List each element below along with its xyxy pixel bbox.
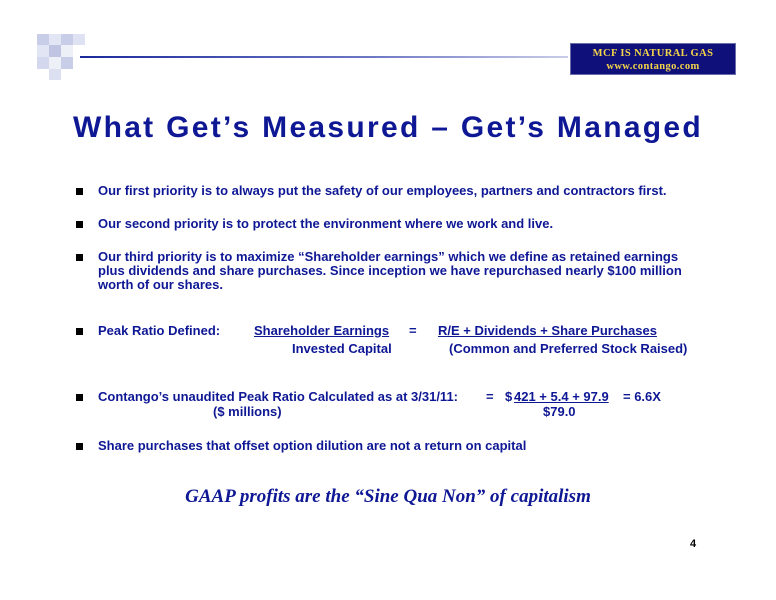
bullet-safety: Our first priority is to always put the safety of our employees, partners and contractors first. xyxy=(98,183,667,198)
bullet-marker xyxy=(76,394,83,401)
calculation-label: Contango’s unaudited Peak Ratio Calculated as at 3/31/11: xyxy=(98,389,459,404)
badge-url: www.contango.com xyxy=(606,61,700,72)
bullet-option-dilution: Share purchases that offset option dilution are not a return on capital xyxy=(98,438,527,453)
square xyxy=(49,45,61,57)
company-badge xyxy=(570,43,736,75)
bullet-marker xyxy=(76,328,83,335)
square xyxy=(73,34,85,45)
bullet-line: plus dividends and share purchases. Since inception we have repurchased nearly $100 million xyxy=(98,263,682,278)
calculation-numerator: 421 + 5.4 + 97.9 xyxy=(514,389,609,404)
square xyxy=(37,45,49,57)
square xyxy=(37,57,49,69)
slide-title: What Get’s Measured – Get’s Managed xyxy=(72,111,704,144)
bullet-shareholder-earnings xyxy=(98,250,682,292)
calculation-dollar: $ xyxy=(505,389,513,404)
bullet-marker xyxy=(76,254,83,261)
peak-ratio-formula-denominator: (Common and Preferred Stock Raised) xyxy=(449,341,688,356)
peak-ratio-formula: R/E + Dividends + Share Purchases xyxy=(438,323,657,338)
bullet-marker xyxy=(76,221,83,228)
peak-ratio-denominator: Invested Capital xyxy=(292,341,392,356)
bullet-marker xyxy=(76,188,83,195)
badge-tagline: MCF IS NATURAL GAS xyxy=(592,48,714,59)
square xyxy=(49,69,61,80)
calculation-result: = 6.6X xyxy=(623,389,661,404)
square xyxy=(61,57,73,69)
square xyxy=(61,34,73,45)
header-divider xyxy=(80,56,568,58)
calculation-denominator: $79.0 xyxy=(543,404,576,419)
bullet-environment: Our second priority is to protect the environment where we work and live. xyxy=(98,216,554,231)
square xyxy=(49,34,61,45)
square xyxy=(61,45,73,57)
bullet-line: worth of our shares. xyxy=(98,277,223,292)
peak-ratio-equals: = xyxy=(409,323,417,338)
square xyxy=(49,57,61,69)
calculation-equals: = xyxy=(486,389,494,404)
bullet-marker xyxy=(76,443,83,450)
closing-statement: GAAP profits are the “Sine Qua Non” of capitalism xyxy=(185,486,591,507)
bullet-line: Our third priority is to maximize “Shareholder earnings” which we define as retained earnings xyxy=(98,249,679,264)
page-number: 4 xyxy=(690,538,697,550)
calculation-units: ($ millions) xyxy=(213,404,282,419)
peak-ratio-numerator: Shareholder Earnings xyxy=(254,323,390,338)
peak-ratio-label: Peak Ratio Defined: xyxy=(98,323,221,338)
square xyxy=(37,34,49,45)
